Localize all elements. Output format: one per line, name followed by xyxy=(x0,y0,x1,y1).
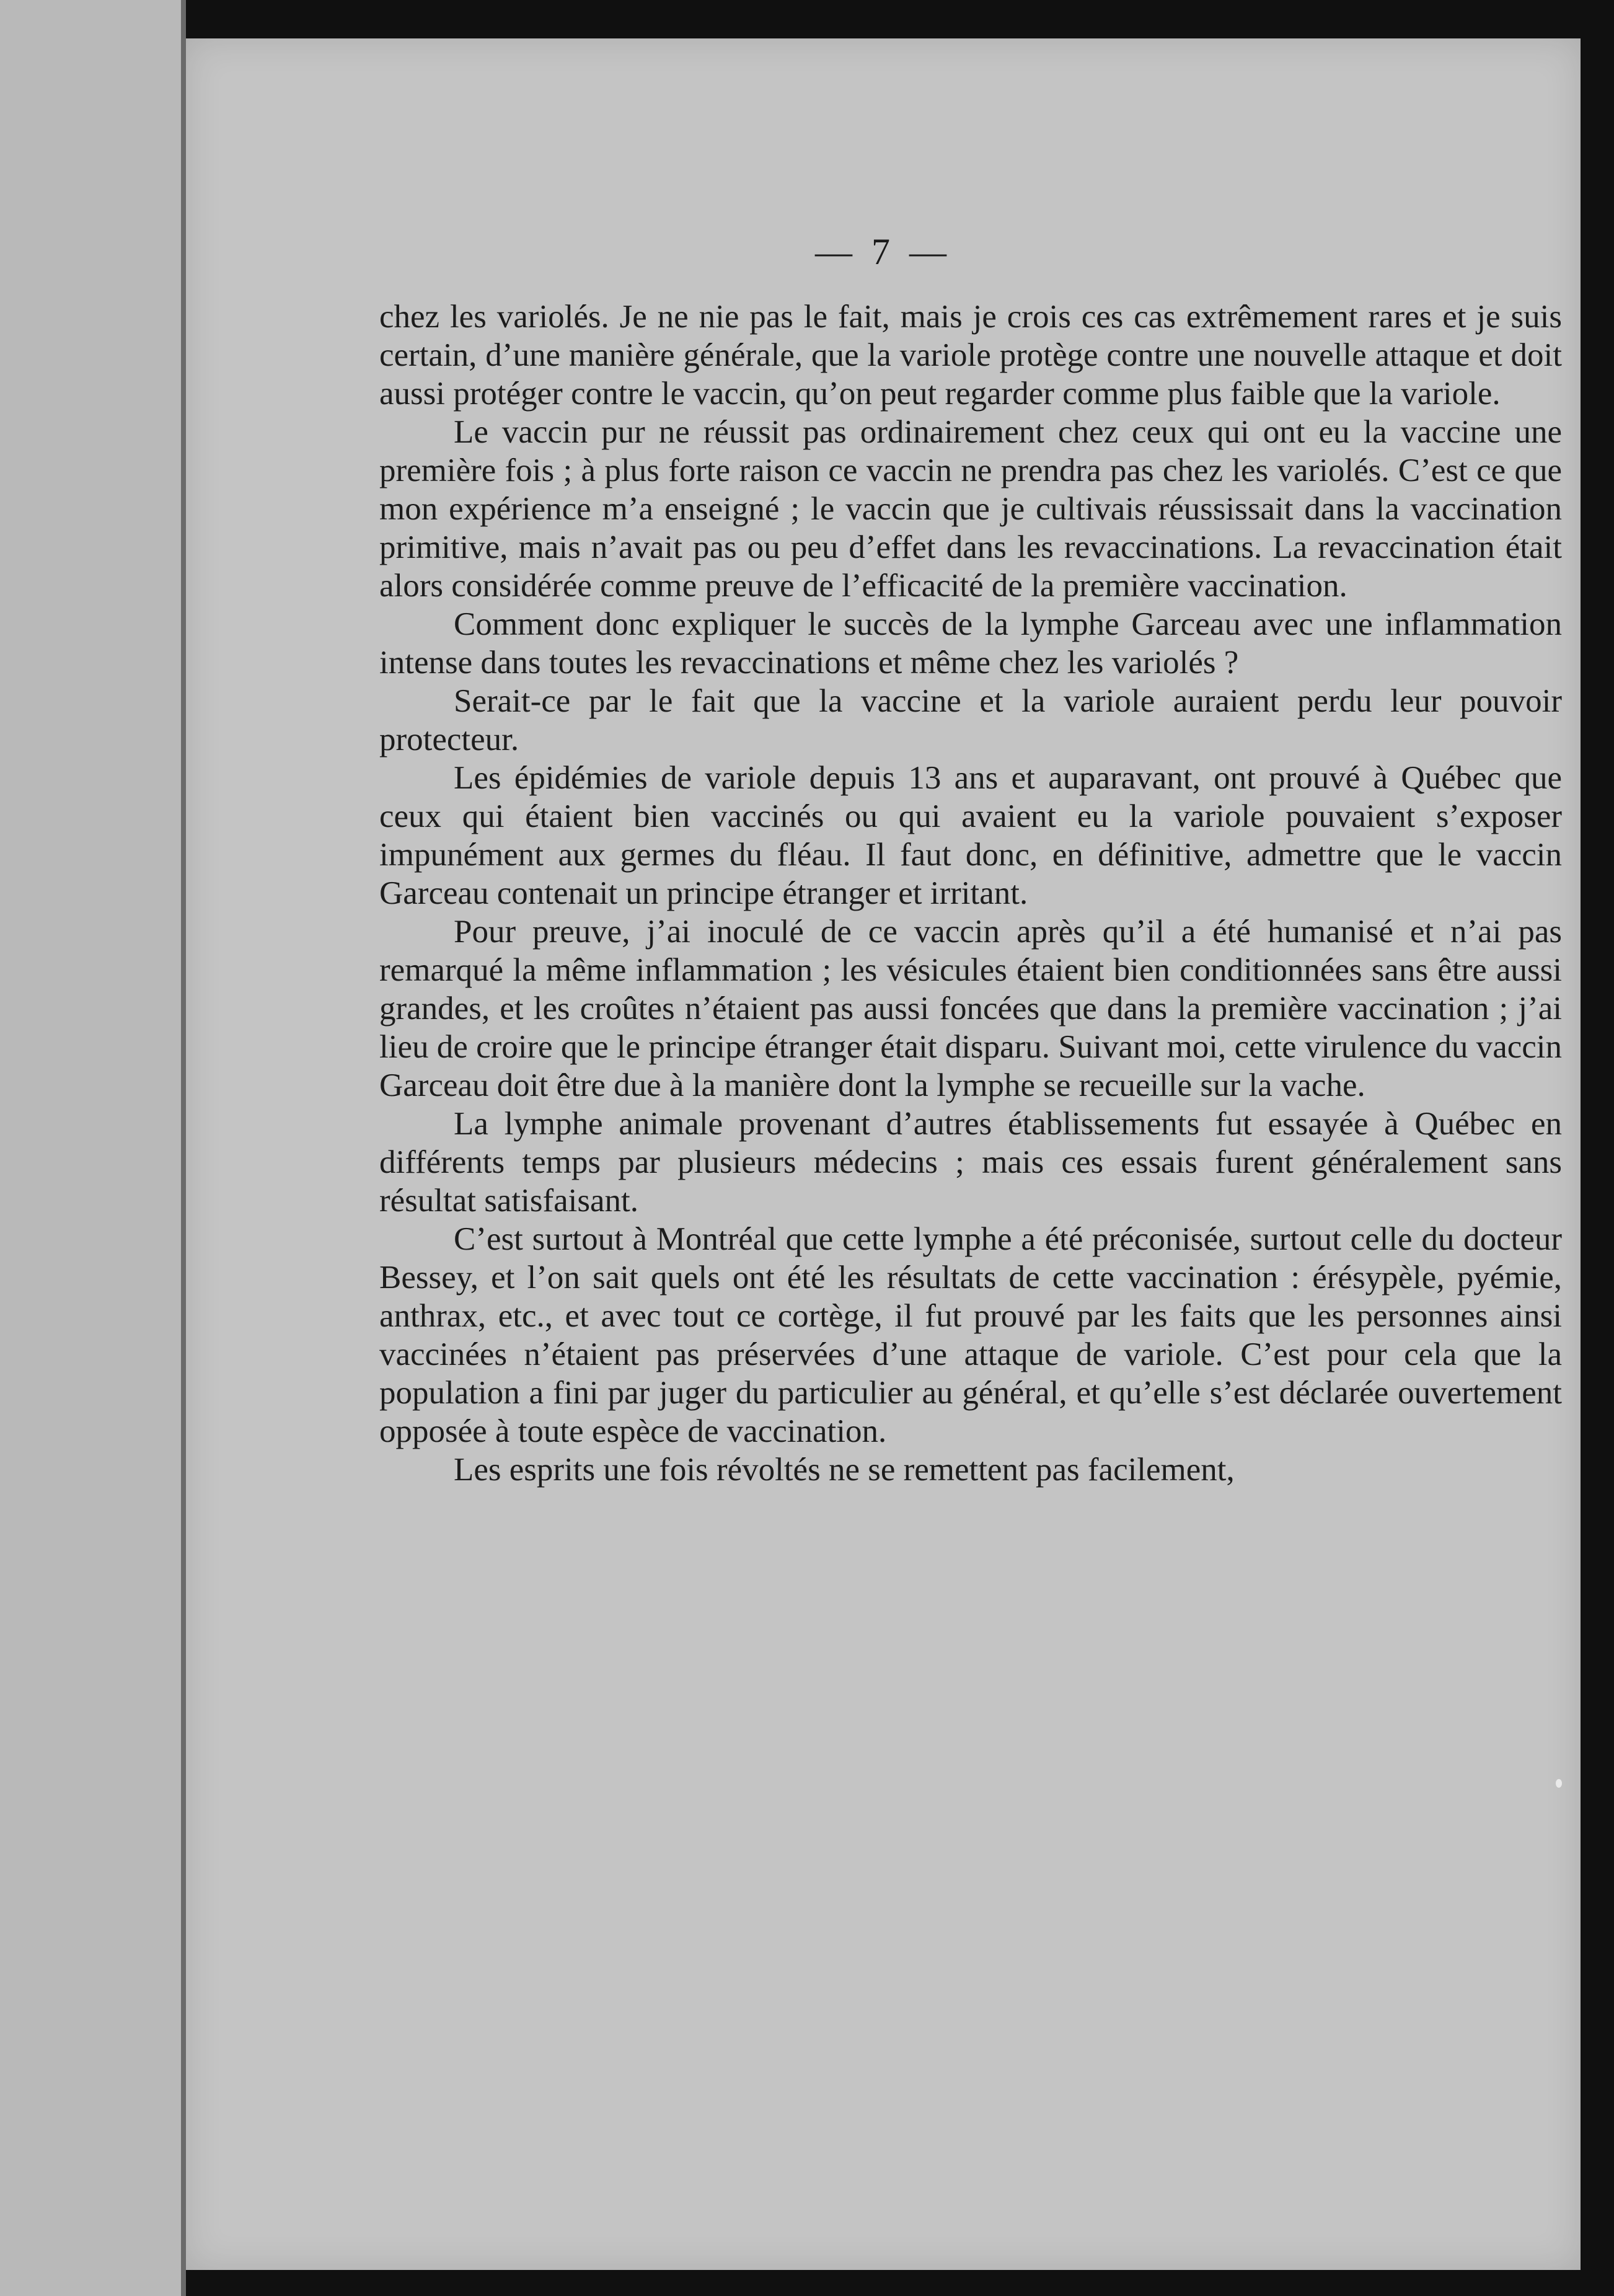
scan-speck xyxy=(1556,1779,1562,1788)
paragraph: C’est surtout à Montréal que cette lymphe a été préconisée, surtout celle du docteur Bessey, et l’on sait quels ont été les résultats de cette vaccination : érésypèle, pyémie, anthrax, etc., et avec tout ce cortège, il fut prouvé par les faits que les personnes ainsi vaccinées n’étaient pas préservées d’une attaque de variole. C’est pour cela que la population a fini par juger du particulier au général, et qu’elle s’est déclarée ouvertement opposée à toute espèce de vaccination. xyxy=(379,1221,1562,1449)
paragraph: Comment donc expliquer le succès de la lymphe Garceau avec une inflammation intense dans toutes les revaccinations et même chez les variolés ? xyxy=(379,606,1562,681)
paragraph: Le vaccin pur ne réussit pas ordinairement chez ceux qui ont eu la vaccine une première fois ; à plus forte raison ce vaccin ne prendra pas chez les variolés. C’est ce que mon expérience m’a enseigné ; le vaccin que je cultivais réussissait dans la vaccination primitive, mais n’avait pas ou peu d’effet dans les revaccinations. La revaccination était alors considérée comme preuve de l’efficacité de la première vaccination. xyxy=(379,414,1562,604)
body-text xyxy=(379,298,1562,1489)
paragraph: Pour preuve, j’ai inoculé de ce vaccin après qu’il a été humanisé et n’ai pas remarqué la même inflammation ; les vésicules étaient bien conditionnées sans être aussi grandes, et les croûtes n’étaient pas aussi foncées que dans la première vaccination ; j’ai lieu de croire que le principe étranger était disparu. Suivant moi, cette virulence du vaccin Garceau doit être due à la manière dont la lymphe se recueille sur la vache. xyxy=(379,914,1562,1103)
page-number: — 7 — xyxy=(815,231,951,272)
page-gutter xyxy=(181,0,186,2296)
paragraph: Les épidémies de variole depuis 13 ans et auparavant, ont prouvé à Québec que ceux qui étaient bien vaccinés ou qui avaient eu la variole pouvaient s’exposer impunément aux germes du fléau. Il faut donc, en définitive, admettre que le vaccin Garceau contenait un principe étranger et irritant. xyxy=(379,760,1562,911)
document-page xyxy=(186,38,1581,2270)
paragraph: La lymphe animale provenant d’autres établissements fut essayée à Québec en différents temps par plusieurs médecins ; mais ces essais furent généralement sans résultat satisfaisant. xyxy=(379,1106,1562,1219)
paragraph: chez les variolés. Je ne nie pas le fait, mais je crois ces cas extrêmement rares et je suis certain, d’une manière générale, que la variole protège contre une nouvelle attaque et doit aussi protéger contre le vaccin, qu’on peut regarder comme plus faible que la variole. xyxy=(379,299,1562,412)
adjacent-page-edge xyxy=(0,0,186,2296)
paragraph: Les esprits une fois révoltés ne se remettent pas facilement, xyxy=(454,1452,1235,1488)
paragraph: Serait-ce par le fait que la vaccine et la variole auraient perdu leur pouvoir protecteur. xyxy=(379,683,1562,757)
